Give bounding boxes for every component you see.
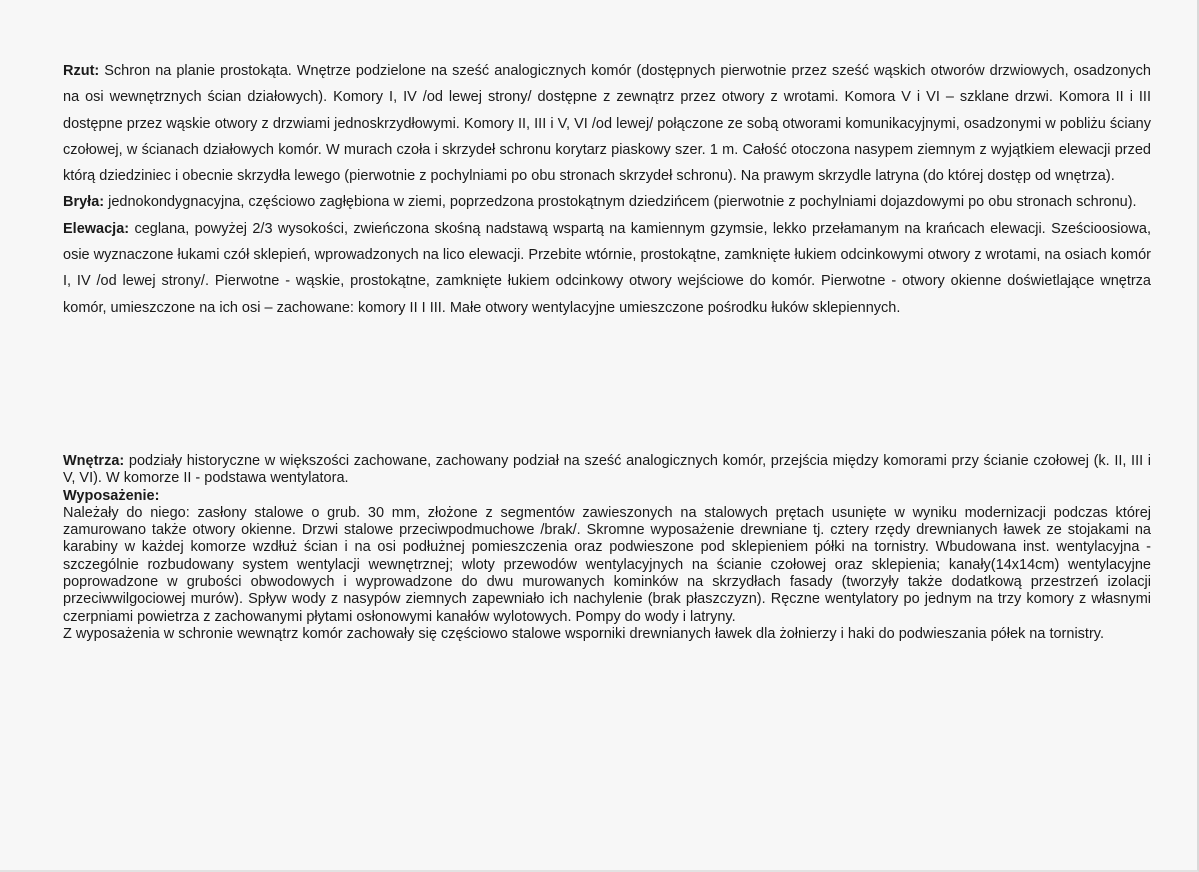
wyposazenie-paragraph: Należały do niego: zasłony stalowe o grub. 30 mm, złożone z segmentów zawieszonych na stalowych prętach usunięte w wyniku modernizacji podczas której zamurowano także otwory okienne. Drzwi stalowe przeciwpodmuchowe /brak/. Skromne wyposażenie drewniane tj. cztery rzędy drewnianych ławek ze stojakami na karabiny w każdej komorze wzdłuż ścian i na osi podłużnej pomieszczenia oraz podwieszone pod sklepieniem półki na tornistry. Wbudowana inst. wentylacyjna - szczególnie rozbudowany system wentylacji wewnętrznej; wloty przewodów wentylacyjnych na ścianie czołowej oraz sklepienia; kanały(14x14cm) wentylacyjne poprowadzone w grubości obwodowych i wyprowadzone do dwu murowanych kominków na skrzydłach fasady (tworzyły także dodatkową przestrzeń izolacji przeciwwilgociowej murów). Spływ wody z nasypów ziemnych zapewniało ich nachylenie (brak płaszczyzn). Ręczne wentylatory po jednym na trzy komory z własnymi czerpniami powietrza z zachowanymi płytami osłonowymi kanałów wylotowych. Pompy do wody i latryny. xyxy=(63,504,1151,625)
wyposazenie-label: Wyposażenie: xyxy=(63,487,160,504)
rzut-text: Schron na planie prostokąta. Wnętrze podzielone na sześć analogicznych komór (dostępnych pierwotnie przez sześć wąskich otworów drzwiowych, osadzonych na osi wewnętrznych ścian działowych). Komory I, IV /od lewej strony/ dostępne z zewnątrz przez otwory z wrotami. Komora V i VI – szklane drzwi. Komora II i III dostępne przez wąskie otwory z drzwiami jednoskrzydłowymi. Komory II, III i V, VI /od lewej/ połączone ze sobą otworami komunikacyjnymi, osadzonymi w pobliżu ściany czołowej, w ścianach działowych komór. W murach czoła i skrzydeł schronu korytarz piaskowy szer. 1 m. Całość otoczona nasypem ziemnym z wyjątkiem elewacji przed którą dziedziniec i obecnie skrzydła lewego (pierwotnie z pochylniami po obu stronach skrzydeł schronu). Na prawym skrzydle latryna (do której dostęp od wnętrza). xyxy=(63,63,1151,185)
rzut-paragraph xyxy=(63,58,1151,189)
elewacja-paragraph xyxy=(63,216,1151,321)
elewacja-text: ceglana, powyżej 2/3 wysokości, zwieńczona skośną nadstawą wspartą na kamiennym gzymsie, lekko przełamanym na krańcach elewacji. Sześcioosiowa, osie wyznaczone łukami czół sklepień, wprowadzonych na lico elewacji. Przebite wtórnie, prostokątne, zamknięte łukiem odcinkowymi otwory z wrotami, na osiach komór I, IV /od lewej strony/. Pierwotne - wąskie, prostokątne, zamknięte łukiem odcinkowy otwory wejściowe do komór. Pierwotne - otwory okienne doświetlające wnętrza komór, umieszczone na ich osi – zachowane: komory II I III. Małe otwory wentylacyjne umieszczone pośrodku łuków sklepiennych. xyxy=(63,220,1151,316)
bryla-text: jednokondygnacyjna, częściowo zagłębiona w ziemi, poprzedzona prostokątnym dziedzińcem (pierwotnie z pochylniami dojazdowymi po obu stronach schronu). xyxy=(108,194,1137,211)
bryla-paragraph xyxy=(63,189,1151,215)
description-upper xyxy=(63,58,1151,321)
elewacja-label: Elewacja: xyxy=(63,220,130,237)
wyposazenie-heading xyxy=(63,488,1151,505)
wyposazenie-paragraph-2: Z wyposażenia w schronie wewnątrz komór zachowały się częściowo stalowe wsporniki drewnianych ławek dla żołnierzy i haki do podwieszania półek na tornistry. xyxy=(63,625,1104,642)
wnetrza-text: podziały historyczne w większości zachowane, zachowany podział na sześć analogicznych komór, przejścia między komorami przy ścianie czołowej (k. II, III i V, VI). W komorze II - podstawa wentylatora. xyxy=(63,453,1152,487)
wnetrza-paragraph xyxy=(63,453,1151,488)
rzut-label: Rzut: xyxy=(63,63,100,79)
bryla-label: Bryła: xyxy=(63,194,105,211)
wnetrza-label: Wnętrza: xyxy=(63,453,125,469)
description-lower xyxy=(63,453,1151,643)
